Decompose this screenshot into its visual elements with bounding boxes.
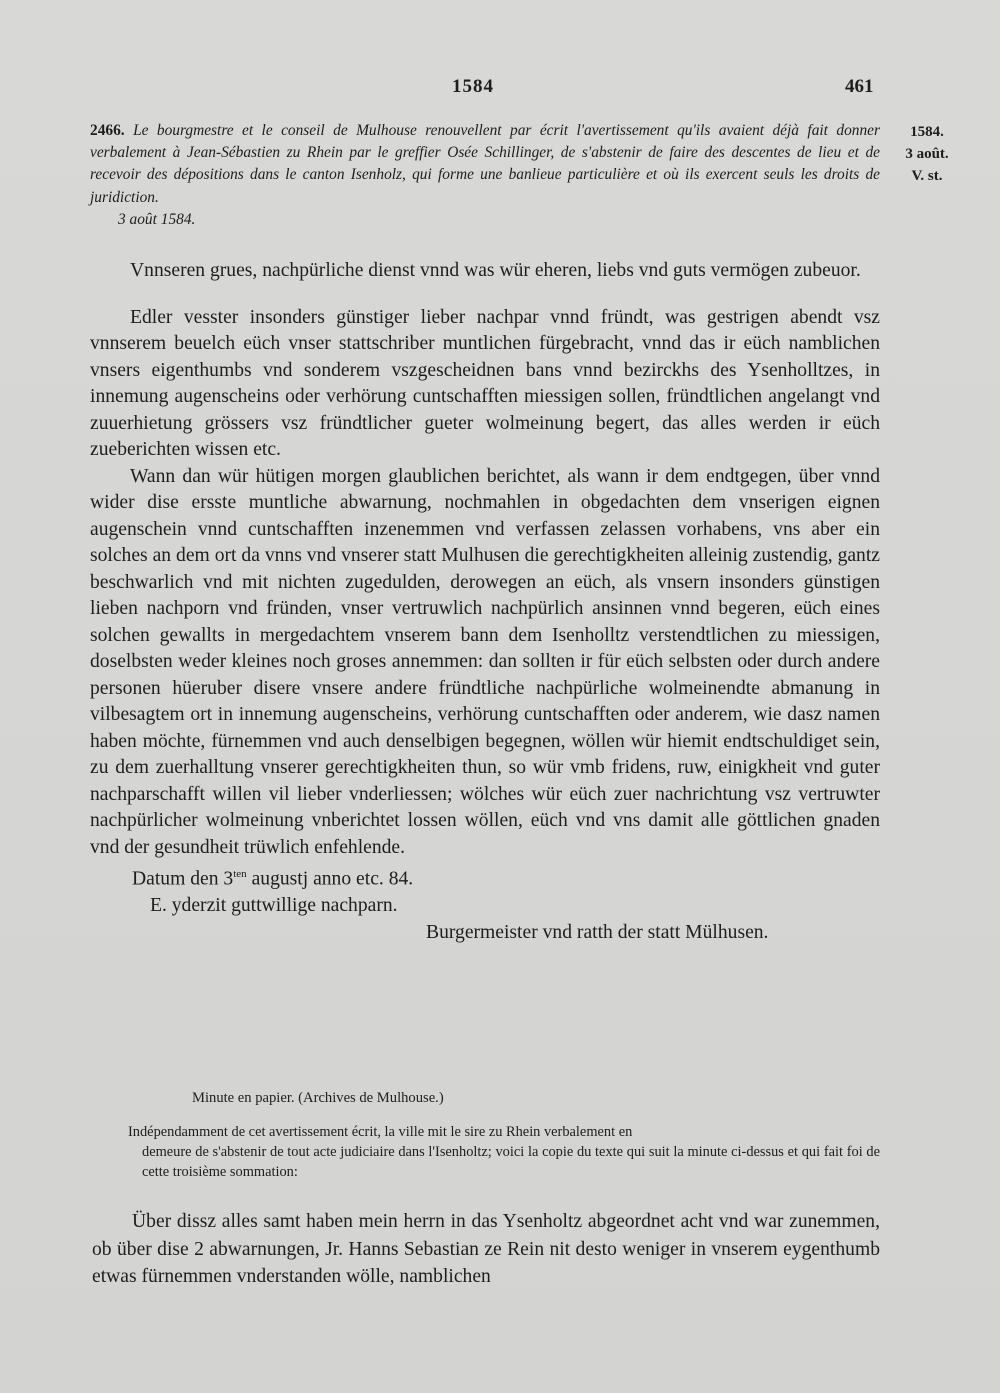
document-summary [90, 120, 880, 231]
margin-day: 3 août. [905, 146, 949, 163]
editorial-note-continuation: demeure de s'abstenir de tout acte judiciaire dans l'Isenholtz; voici la copie du texte qui suit la minute ci-dessus et qui fait foi de cette troisième sommation: [142, 1144, 880, 1180]
letter-signature: Burgermeister vnd ratth der statt Mülhusen. [426, 921, 769, 943]
letter-paragraph: Wann dan wür hütigen morgen glaublichen berichtet, als wann ir dem endtgegen, über vnnd wider dise ersste muntliche abwarnung, nochmahlen in obgedachten dem vnserigen eignen augenschein vnnd cuntschafften inzenemmen vnd verfassen zelassen vorhabens, vns aber ein solches an dem ort da vnns vnd vnserer statt Mulhusen die gerechtigkheiten alleinig zustendig, gantz beschwarlich vnd mit nichten zugedulden, derowegen an eüch, als vnsern insonders günstigen lieben nachporn vnd fründen, vnser vertruwlich nachpürlich ansinnen vnnd begeren, eüch eines solchen gewallts in mergedachtem vnserem bann dem Isenholltz verstendtlichen zu miessigen, doselbsten weder kleines noch groses annemmen: dan sollten ir für eüch selbsten oder durch andere personen hüeruber disere vnsere andere fründtliche nachpürliche wolmeinendte abmanung in vilbesagtem ort in innemung augenscheins, verhörung cuntschafften oder anderem, wie dasz namen haben möchte, fürnemmen vnd auch denselbigen begegnen, wöllen wür hiemit endtschuldiget sein, zu dem zuerhalltung vnserer gerechtigkheiten thun, so wür vmb fridens, ruw, einigkheit vnd guter nachparschafft willen vil lieber vnderliessen; wölches wür eüch zuer nachrichtung vsz vertruwter nachpürlicher wolmeinung vnberichtet lossen wöllen, eüch vnd vns damit alle göttlichen gnaden vnd der gesundheit trüwlich enfehlende. [90, 465, 880, 858]
copy-text [92, 1208, 880, 1291]
margin-year: 1584. [910, 124, 944, 140]
margin-style: V. st. [911, 168, 943, 185]
source-note: Minute en papier. (Archives de Mulhouse.) [192, 1090, 444, 1106]
summary-date: 3 août 1584. [118, 210, 196, 228]
letter-date-line: Datum den $3^{ten}$ augustj anno etc. 84. [132, 868, 414, 890]
editorial-note [128, 1122, 880, 1182]
letter-salutation: Vnnseren grues, nachpürliche dienst vnnd was wür eheren, liebs vnd guts vermögen zubeuor. [130, 260, 861, 281]
letter-closing: E. yderzit guttwillige nachparn. [150, 895, 398, 917]
document-number: 2466. [90, 122, 125, 139]
summary-text: Le bourgmestre et le conseil de Mulhouse renouvellent par écrit l'avertissement qu'ils avaient déjà fait donner verbalement à Jean-Sébastien zu Rhein par le greffier Osée Schillinger, de s'abstenir de faire des descentes de lieu et de recevoir des dépositions dans le canton Isenholz, qui forme une banlieue particulière et où ils exercent seuls les droits de juridiction. [90, 122, 880, 206]
copy-paragraph: Über dissz alles samt haben mein herrn in das Ysenholtz abgeordnet acht vnd war zunemmen, ob über dise 2 abwarnungen, Jr. Hanns Sebastian ze Rein nit desto weniger in vnserem eygenthumb etwas fürnemmen vnderstanden wölle, namblichen [92, 1211, 880, 1287]
page-number: 461 [845, 76, 874, 97]
margin-date-note [897, 121, 957, 188]
letter-paragraph: Edler vesster insonders günstiger lieber nachpar vnnd fründt, was gestrigen abendt vsz vnnserem beuelch eüch vnser stattschriber muntlichen fürgebracht, vnnd das ir eüch namblichen vnsers eigenthumbs vnd sonderem vszgescheidnen bans vnnd bezirckhs des Ysenholltzes, in innemung augenscheins oder verhörung cuntschafften miessigen sollen, fründtlichen angelangt vnd zuuerhietung grössers vsz fründtlicher gueter wolmeinung begert, das alles werden ir eüch zueberichten wissen etc. [90, 306, 880, 460]
running-head-year: 1584 [452, 76, 494, 97]
letter-body [90, 258, 880, 946]
editorial-note-first-line: Indépendamment de cet avertissement écrit, la ville mit le sire zu Rhein verbalement en [128, 1124, 633, 1140]
